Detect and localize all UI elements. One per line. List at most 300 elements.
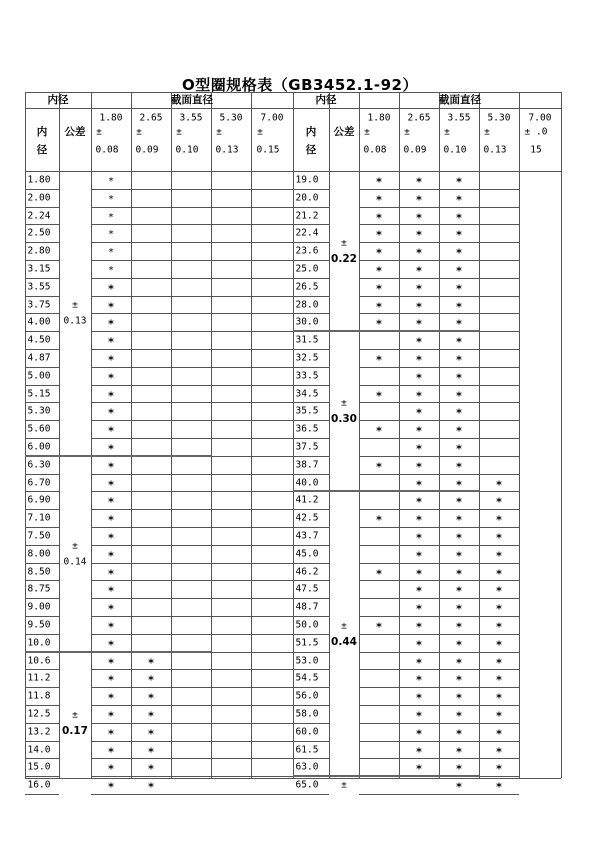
- tolerance-pm: ±: [341, 779, 347, 791]
- size-pm: ±: [484, 126, 490, 138]
- row-line: [25, 491, 59, 492]
- spec-mark: *: [376, 228, 382, 242]
- spec-mark: *: [496, 780, 502, 794]
- inner-diameter-cell: 2.80: [27, 245, 51, 257]
- spec-mark: *: [416, 282, 422, 296]
- spec-mark: *: [456, 211, 462, 224]
- row-line: [25, 794, 59, 795]
- row-line: [91, 296, 293, 297]
- size-pm: ±: [444, 126, 450, 138]
- spec-mark: *: [496, 638, 502, 652]
- inner-diameter-cell: 61.5: [295, 743, 319, 755]
- inner-diameter-cell: 56.0: [295, 690, 319, 702]
- spec-mark: *: [376, 424, 382, 438]
- inner-diameter-cell: 9.00: [27, 601, 51, 613]
- size-header: 7.00: [528, 112, 552, 124]
- inner-diameter-cell: 2.50: [27, 227, 51, 239]
- spec-mark: *: [456, 602, 462, 616]
- row-line: [293, 207, 329, 208]
- size-tolerance: 0.15: [256, 144, 280, 156]
- row-line: [359, 563, 519, 564]
- header-divider-left: [91, 108, 293, 109]
- spec-mark: *: [108, 389, 114, 402]
- row-line: [359, 545, 519, 546]
- spec-mark: *: [376, 389, 382, 402]
- inner-diameter-cell: 5.60: [27, 423, 51, 435]
- row-line: [91, 527, 293, 528]
- inner-diameter-cell: 15.0: [27, 761, 51, 773]
- header-inner-divider-left: [25, 108, 91, 109]
- table-border-bottom: [25, 778, 561, 779]
- row-line: [91, 367, 293, 368]
- row-line: [25, 598, 59, 599]
- row-line: [293, 385, 329, 386]
- tolerance-value: 0.22: [331, 252, 357, 265]
- spec-mark: *: [108, 247, 114, 259]
- spec-mark: *: [496, 673, 502, 687]
- inner-diameter-cell: 6.90: [27, 494, 51, 506]
- tolerance-value: 0.14: [63, 555, 87, 567]
- row-line: [25, 527, 59, 528]
- row-line: [25, 331, 59, 332]
- inner-diameter-cell: 30.0: [295, 316, 319, 328]
- group-divider: [293, 775, 479, 777]
- row-line: [25, 634, 59, 635]
- spec-mark: *: [108, 175, 114, 187]
- spec-mark: *: [456, 762, 462, 776]
- spec-mark: *: [456, 513, 462, 527]
- inner-diameter-cell: 22.4: [295, 227, 319, 239]
- row-line: [25, 580, 59, 581]
- spec-mark: *: [456, 495, 462, 509]
- spec-mark: *: [376, 300, 382, 313]
- spec-mark: *: [376, 282, 382, 296]
- spec-mark: *: [456, 246, 462, 260]
- spec-mark: *: [376, 317, 382, 331]
- inner-diameter-cell: 8.00: [27, 547, 51, 559]
- row-line: [293, 616, 329, 617]
- row-line: [359, 349, 519, 350]
- size-pm: ±: [96, 126, 102, 138]
- spec-mark: *: [456, 193, 462, 207]
- size-pm: ±: [176, 126, 182, 138]
- inner-diameter-cell: 6.30: [27, 458, 51, 470]
- group-divider: [25, 651, 211, 653]
- row-line: [359, 687, 519, 688]
- header-section-diameter: 截面直径: [439, 93, 481, 106]
- row-line: [25, 723, 59, 724]
- row-line: [91, 669, 293, 670]
- inner-diameter-cell: 36.5: [295, 423, 319, 435]
- inner-diameter-cell: 58.0: [295, 708, 319, 720]
- inner-diameter-cell: 54.5: [295, 672, 319, 684]
- spec-mark: *: [376, 353, 382, 367]
- header-inner-sub: 内: [36, 125, 48, 138]
- spec-mark: *: [456, 584, 462, 598]
- inner-diameter-cell: 45.0: [295, 547, 319, 559]
- size-tolerance: 0.09: [135, 144, 159, 156]
- spec-mark: *: [416, 531, 422, 545]
- spec-mark: *: [456, 656, 462, 669]
- group-divider: [25, 455, 211, 457]
- spec-mark: *: [416, 228, 422, 242]
- spec-mark: *: [376, 175, 382, 189]
- spec-mark: *: [416, 709, 422, 723]
- row-line: [293, 260, 329, 261]
- inner-diameter-cell: 14.0: [27, 743, 51, 755]
- inner-diameter-cell: 65.0: [295, 779, 319, 791]
- row-line: [25, 474, 59, 475]
- spec-mark: *: [496, 745, 502, 758]
- col-line: [399, 92, 400, 778]
- row-line: [91, 242, 293, 243]
- spec-mark: *: [496, 727, 502, 741]
- spec-mark: *: [456, 709, 462, 723]
- spec-mark: *: [376, 567, 382, 580]
- row-line: [359, 313, 519, 314]
- header-inner-diameter: 内径: [315, 93, 337, 106]
- spec-mark: *: [416, 389, 422, 402]
- inner-diameter-cell: 19.0: [295, 174, 319, 186]
- row-line: [91, 385, 293, 386]
- col-line: [439, 92, 440, 778]
- spec-mark: *: [456, 371, 462, 385]
- group-divider: [293, 330, 479, 332]
- spec-mark: *: [416, 211, 422, 224]
- inner-diameter-cell: 35.5: [295, 405, 319, 417]
- row-line: [293, 242, 329, 243]
- spec-mark: *: [108, 442, 114, 456]
- inner-diameter-cell: 4.00: [27, 316, 51, 328]
- row-line: [359, 456, 519, 457]
- spec-mark: *: [496, 602, 502, 616]
- row-line: [293, 527, 329, 528]
- inner-diameter-cell: 37.5: [295, 441, 319, 453]
- col-line: [479, 92, 480, 778]
- col-line: [329, 92, 330, 778]
- size-tolerance: 15: [530, 144, 542, 156]
- row-line: [293, 669, 329, 670]
- inner-diameter-cell: 20.0: [295, 191, 319, 203]
- page-title: O型圈规格表（GB3452.1-92）: [182, 76, 418, 94]
- row-line: [25, 349, 59, 350]
- spec-mark: *: [108, 282, 114, 296]
- inner-diameter-cell: 47.5: [295, 583, 319, 595]
- header-divider-right: [359, 108, 561, 109]
- inner-diameter-cell: 5.00: [27, 369, 51, 381]
- spec-mark: *: [416, 175, 422, 189]
- row-line: [293, 367, 329, 368]
- spec-mark: *: [108, 780, 114, 794]
- row-line: [91, 758, 293, 759]
- row-line: [293, 313, 329, 314]
- spec-mark: *: [376, 620, 382, 634]
- spec-mark: *: [416, 495, 422, 509]
- row-line: [91, 794, 293, 795]
- inner-diameter-cell: 11.2: [27, 672, 51, 684]
- inner-diameter-cell: 51.5: [295, 636, 319, 648]
- header-inner-divider-right: [293, 108, 359, 109]
- size-tolerance: 0.13: [483, 144, 507, 156]
- row-line: [91, 580, 293, 581]
- inner-diameter-cell: 50.0: [295, 619, 319, 631]
- spec-mark: *: [456, 282, 462, 296]
- spec-mark: *: [416, 406, 422, 420]
- spec-mark: *: [456, 442, 462, 456]
- row-line: [293, 794, 329, 795]
- spec-mark: *: [416, 584, 422, 598]
- col-line: [131, 92, 132, 778]
- row-line: [25, 687, 59, 688]
- spec-mark: *: [456, 478, 462, 491]
- spec-mark: *: [108, 745, 114, 758]
- row-line: [359, 207, 519, 208]
- col-line: [171, 92, 172, 778]
- inner-diameter-cell: 10.6: [27, 654, 51, 666]
- row-line: [293, 402, 329, 403]
- row-line: [359, 242, 519, 243]
- inner-diameter-cell: 3.15: [27, 263, 51, 275]
- header-inner-sub: 径: [36, 143, 48, 156]
- inner-diameter-cell: 16.0: [27, 779, 51, 791]
- spec-mark: *: [108, 406, 114, 420]
- inner-diameter-cell: 40.0: [295, 476, 319, 488]
- inner-diameter-cell: 8.50: [27, 565, 51, 577]
- row-line: [293, 224, 329, 225]
- spec-mark: *: [456, 406, 462, 420]
- spec-mark: *: [108, 584, 114, 598]
- inner-diameter-cell: 2.24: [27, 209, 51, 221]
- spec-mark: *: [496, 709, 502, 723]
- spec-mark: *: [456, 424, 462, 438]
- spec-mark: *: [416, 193, 422, 207]
- size-header: 1.80: [367, 112, 391, 124]
- col-line: [211, 92, 212, 778]
- row-line: [91, 438, 293, 439]
- row-line: [359, 367, 519, 368]
- spec-mark: *: [108, 620, 114, 634]
- size-header: 1.80: [99, 112, 123, 124]
- spec-mark: *: [416, 264, 422, 278]
- inner-diameter-cell: 48.7: [295, 601, 319, 613]
- row-line: [25, 260, 59, 261]
- spec-mark: *: [108, 317, 114, 331]
- row-line: [25, 758, 59, 759]
- row-line: [91, 207, 293, 208]
- inner-diameter-cell: 42.5: [295, 512, 319, 524]
- row-line: [91, 189, 293, 190]
- row-line: [293, 278, 329, 279]
- spec-mark: *: [496, 513, 502, 527]
- row-line: [25, 278, 59, 279]
- header-inner-sub: 内: [305, 125, 317, 138]
- row-line: [25, 420, 59, 421]
- inner-diameter-cell: 2.00: [27, 191, 51, 203]
- spec-mark: *: [416, 638, 422, 652]
- spec-mark: *: [416, 602, 422, 616]
- spec-mark: *: [416, 335, 422, 349]
- row-line: [359, 189, 519, 190]
- spec-mark: *: [456, 727, 462, 741]
- spec-mark: *: [456, 389, 462, 402]
- inner-diameter-cell: 1.80: [27, 174, 51, 186]
- row-line: [359, 794, 519, 795]
- spec-mark: *: [108, 300, 114, 313]
- row-line: [293, 634, 329, 635]
- col-line: [519, 92, 520, 778]
- row-line: [359, 385, 519, 386]
- size-pm: ± .0: [524, 126, 548, 138]
- spec-mark: *: [108, 424, 114, 438]
- row-line: [25, 402, 59, 403]
- spec-mark: *: [456, 567, 462, 580]
- spec-mark: *: [416, 745, 422, 758]
- inner-diameter-cell: 5.15: [27, 387, 51, 399]
- row-line: [293, 741, 329, 742]
- spec-mark: *: [456, 300, 462, 313]
- inner-diameter-cell: 11.8: [27, 690, 51, 702]
- spec-mark: *: [416, 424, 422, 438]
- spec-mark: *: [456, 264, 462, 278]
- row-line: [359, 278, 519, 279]
- row-line: [359, 652, 519, 653]
- spec-mark: *: [108, 727, 114, 741]
- tolerance-pm: ±: [72, 539, 78, 551]
- tolerance-pm: ±: [341, 237, 347, 249]
- spec-mark: *: [496, 531, 502, 545]
- row-line: [25, 189, 59, 190]
- inner-diameter-cell: 5.30: [27, 405, 51, 417]
- row-line: [91, 634, 293, 635]
- spec-mark: *: [148, 762, 154, 776]
- header-section-diameter: 截面直径: [171, 93, 213, 106]
- row-line: [25, 385, 59, 386]
- spec-mark: *: [108, 335, 114, 349]
- row-line: [293, 563, 329, 564]
- spec-mark: *: [108, 762, 114, 776]
- row-line: [359, 509, 519, 510]
- row-line: [293, 580, 329, 581]
- row-line: [91, 349, 293, 350]
- spec-mark: *: [416, 317, 422, 331]
- row-line: [293, 474, 329, 475]
- row-line: [25, 776, 59, 777]
- size-tolerance: 0.09: [403, 144, 427, 156]
- inner-diameter-cell: 21.2: [295, 209, 319, 221]
- spec-mark: *: [416, 656, 422, 669]
- inner-diameter-cell: 3.55: [27, 280, 51, 292]
- row-line: [293, 758, 329, 759]
- row-line: [293, 652, 329, 653]
- size-header: 5.30: [487, 112, 511, 124]
- tolerance-pm: ±: [72, 299, 78, 311]
- row-line: [293, 545, 329, 546]
- spec-mark: *: [148, 691, 154, 705]
- inner-diameter-cell: 6.70: [27, 476, 51, 488]
- spec-mark: *: [496, 478, 502, 491]
- inner-diameter-cell: 4.50: [27, 334, 51, 346]
- spec-mark: *: [416, 246, 422, 260]
- spec-mark: *: [456, 780, 462, 794]
- spec-mark: *: [416, 442, 422, 456]
- row-line: [359, 741, 519, 742]
- spec-mark: *: [148, 656, 154, 669]
- spec-mark: *: [416, 371, 422, 385]
- row-line: [359, 580, 519, 581]
- spec-mark: *: [148, 709, 154, 723]
- spec-mark: *: [456, 620, 462, 634]
- spec-mark: *: [416, 691, 422, 705]
- row-line: [25, 296, 59, 297]
- row-line: [25, 242, 59, 243]
- tolerance-pm: ±: [341, 620, 347, 632]
- col-line: [25, 92, 26, 778]
- size-pm: ±: [216, 126, 222, 138]
- size-header: 3.55: [179, 112, 203, 124]
- row-line: [91, 545, 293, 546]
- header-tolerance: 公差: [64, 125, 86, 138]
- row-line: [25, 207, 59, 208]
- spec-mark: *: [416, 567, 422, 580]
- row-line: [91, 474, 293, 475]
- spec-mark: *: [108, 353, 114, 367]
- spec-mark: *: [108, 264, 114, 276]
- spec-mark: *: [496, 620, 502, 634]
- col-line: [359, 92, 360, 778]
- spec-mark: *: [496, 549, 502, 563]
- inner-diameter-cell: 31.5: [295, 334, 319, 346]
- spec-mark: *: [416, 549, 422, 563]
- inner-diameter-cell: 25.0: [295, 263, 319, 275]
- row-line: [25, 367, 59, 368]
- row-line: [293, 456, 329, 457]
- spec-mark: *: [108, 709, 114, 723]
- row-line: [91, 563, 293, 564]
- spec-mark: *: [376, 460, 382, 474]
- row-line: [25, 705, 59, 706]
- spec-mark: *: [148, 745, 154, 758]
- spec-mark: *: [108, 567, 114, 580]
- inner-diameter-cell: 10.0: [27, 636, 51, 648]
- inner-diameter-cell: 60.0: [295, 725, 319, 737]
- inner-diameter-cell: 38.7: [295, 458, 319, 470]
- spec-mark: *: [456, 638, 462, 652]
- col-line: [561, 92, 562, 778]
- row-line: [293, 296, 329, 297]
- col-line: [293, 92, 294, 778]
- row-line: [91, 420, 293, 421]
- spec-mark: *: [148, 673, 154, 687]
- spec-mark: *: [456, 531, 462, 545]
- row-line: [91, 598, 293, 599]
- inner-diameter-cell: 23.6: [295, 245, 319, 257]
- row-line: [25, 509, 59, 510]
- spec-mark: *: [456, 673, 462, 687]
- spec-mark: *: [496, 762, 502, 776]
- spec-mark: *: [416, 478, 422, 491]
- row-line: [25, 741, 59, 742]
- row-line: [25, 545, 59, 546]
- spec-mark: *: [416, 353, 422, 367]
- spec-mark: *: [496, 656, 502, 669]
- inner-diameter-cell: 8.75: [27, 583, 51, 595]
- row-line: [91, 687, 293, 688]
- spec-mark: *: [456, 691, 462, 705]
- row-line: [359, 669, 519, 670]
- spec-mark: *: [456, 228, 462, 242]
- spec-mark: *: [496, 495, 502, 509]
- row-line: [91, 224, 293, 225]
